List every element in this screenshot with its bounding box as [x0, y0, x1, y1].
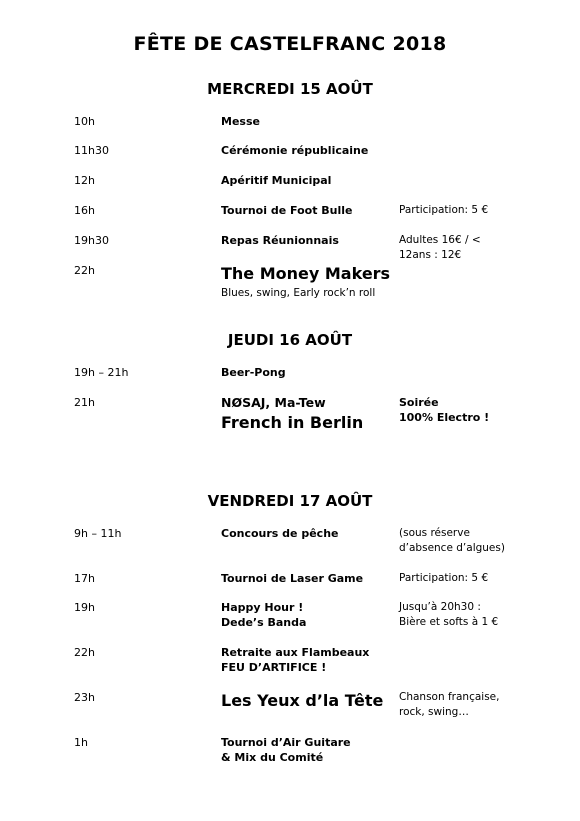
event-name: NØSAJ, Ma-Tew: [221, 395, 326, 410]
event-note: Participation: 5 €: [399, 572, 489, 584]
day-heading-thursday: JEUDI 16 AOÛT: [227, 331, 353, 349]
event-name: Tournoi d’Air Guitare & Mix du Comité: [221, 736, 351, 764]
event-name: Apéritif Municipal: [221, 174, 332, 187]
event-name: Retraite aux Flambeaux FEU D’ARTIFICE !: [221, 646, 370, 674]
event-name-featured: The Money Makers: [221, 264, 391, 283]
event-time: 19h – 21h: [74, 366, 129, 379]
event-note: (sous réserve d’absence d’algues): [399, 527, 505, 554]
event-name: Happy Hour ! Dede’s Banda: [221, 601, 307, 629]
page-title: FÊTE DE CASTELFRANC 2018: [133, 33, 447, 55]
event-note: Chanson française, rock, swing…: [399, 691, 500, 718]
event-note: Participation: 5 €: [399, 204, 489, 216]
event-time: 12h: [74, 174, 95, 187]
event-note: Jusqu’à 20h30 : Bière et softs à 1 €: [399, 601, 499, 628]
event-subtitle: Blues, swing, Early rock’n roll: [221, 287, 376, 299]
event-time: 19h30: [74, 234, 109, 247]
event-time: 16h: [74, 204, 95, 217]
event-time: 23h: [74, 691, 95, 704]
event-time: 19h: [74, 601, 95, 614]
event-time: 17h: [74, 572, 95, 585]
event-name: Beer-Pong: [221, 366, 286, 379]
event-time: 22h: [74, 264, 95, 277]
event-name: Tournoi de Laser Game: [221, 572, 364, 585]
event-time: 9h – 11h: [74, 527, 122, 540]
event-name: Cérémonie républicaine: [221, 144, 369, 157]
event-name: Concours de pêche: [221, 527, 339, 540]
event-note: Soirée 100% Electro !: [399, 396, 490, 424]
event-name: Tournoi de Foot Bulle: [221, 204, 353, 217]
event-time: 1h: [74, 736, 88, 749]
event-name: Messe: [221, 115, 260, 128]
event-time: 22h: [74, 646, 95, 659]
event-note: Adultes 16€ / < 12ans : 12€: [399, 234, 481, 261]
event-time: 10h: [74, 115, 95, 128]
event-time: 11h30: [74, 144, 109, 157]
event-name: Repas Réunionnais: [221, 234, 339, 247]
day-heading-friday: VENDREDI 17 AOÛT: [207, 492, 373, 510]
event-time: 21h: [74, 396, 95, 409]
event-name-featured: French in Berlin: [221, 413, 364, 432]
event-name-featured: Les Yeux d’la Tête: [221, 691, 384, 710]
day-heading-wednesday: MERCREDI 15 AOÛT: [207, 80, 373, 98]
